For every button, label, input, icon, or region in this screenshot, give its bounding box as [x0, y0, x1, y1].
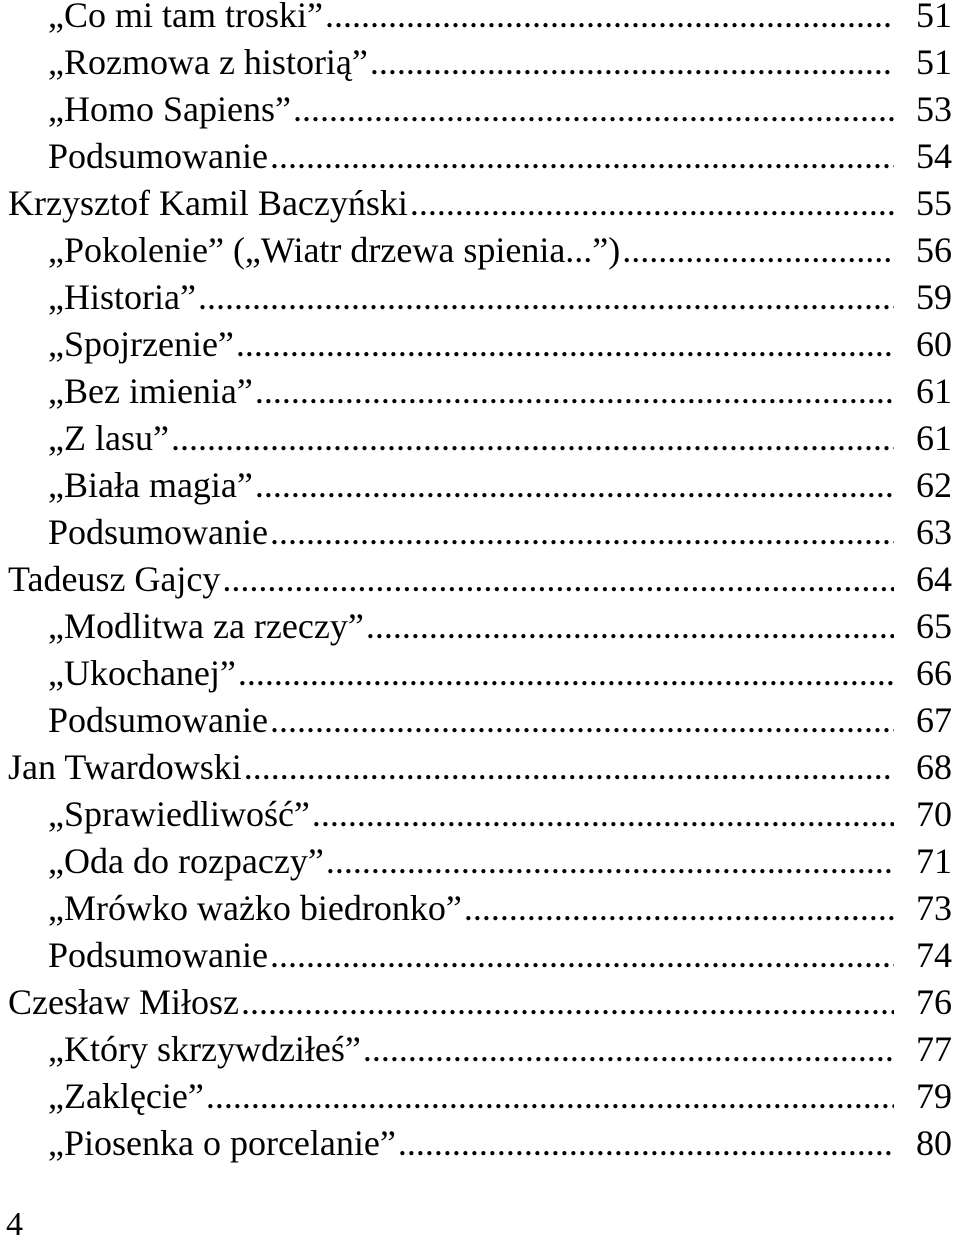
toc-leader-dots: [238, 650, 894, 697]
toc-entry-title: Czesław Miłosz: [8, 982, 239, 1022]
toc-leader-dots: [206, 1073, 894, 1120]
toc-entry-title: „Mrówko ważko biedronko”: [48, 888, 462, 928]
toc-leader-dots: [270, 932, 894, 979]
toc-entry: [8, 650, 952, 697]
toc-entry-page: 53: [916, 89, 952, 129]
toc-entry-title: „Bez imienia”: [48, 371, 253, 411]
toc-entry: [8, 509, 952, 556]
toc-entry-title: „Co mi tam troski”: [48, 0, 323, 35]
toc-entry-title: Podsumowanie: [48, 512, 268, 552]
toc-entry: [8, 1073, 952, 1120]
toc-entry: [8, 133, 952, 180]
toc-entry-page: 61: [916, 418, 952, 458]
toc-entry-page: 80: [916, 1123, 952, 1163]
toc-entry-title: „Biała magia”: [48, 465, 253, 505]
toc-leader-dots: [222, 556, 894, 603]
toc-entry: [8, 838, 952, 885]
toc-entry-title: „Historia”: [48, 277, 196, 317]
toc-entry-page: 67: [916, 700, 952, 740]
toc-entry-title: Podsumowanie: [48, 700, 268, 740]
toc-entry-title: „Sprawiedliwość”: [48, 794, 310, 834]
toc-entry-page: 56: [916, 230, 952, 270]
toc-leader-dots: [325, 0, 894, 39]
toc-leader-dots: [398, 1120, 894, 1167]
toc-leader-dots: [236, 321, 894, 368]
toc-leader-dots: [255, 368, 894, 415]
toc-entry-title: „Homo Sapiens”: [48, 89, 291, 129]
toc-entry: [8, 556, 952, 603]
toc-entry-title: „Piosenka o porcelanie”: [48, 1123, 396, 1163]
toc-entry-page: 61: [916, 371, 952, 411]
page-number: 4: [6, 1206, 23, 1243]
toc-entry-page: 73: [916, 888, 952, 928]
toc-entry: [8, 274, 952, 321]
toc-entry: [8, 0, 952, 39]
toc-leader-dots: [326, 838, 894, 885]
toc-leader-dots: [198, 274, 894, 321]
toc-entry: [8, 791, 952, 838]
toc-entry-title: Podsumowanie: [48, 935, 268, 975]
toc-entry-page: 62: [916, 465, 952, 505]
toc-entry: [8, 1026, 952, 1073]
toc-leader-dots: [270, 133, 894, 180]
toc-entry: [8, 744, 952, 791]
toc-entry: [8, 227, 952, 274]
toc-entry-page: 63: [916, 512, 952, 552]
toc-leader-dots: [363, 1026, 894, 1073]
toc-entry-page: 79: [916, 1076, 952, 1116]
toc-leader-dots: [370, 39, 894, 86]
toc-entry-page: 55: [916, 183, 952, 223]
toc-entry-title: „Z lasu”: [48, 418, 169, 458]
toc-entry: [8, 415, 952, 462]
toc-entry-title: Jan Twardowski: [8, 747, 242, 787]
toc-entry-page: 76: [916, 982, 952, 1022]
toc-leader-dots: [293, 86, 894, 133]
toc-entry-title: Podsumowanie: [48, 136, 268, 176]
toc-entry-title: „Zaklęcie”: [48, 1076, 204, 1116]
toc-entry-title: Krzysztof Kamil Baczyński: [8, 183, 408, 223]
toc-leader-dots: [312, 791, 894, 838]
toc-entry-title: „Modlitwa za rzeczy”: [48, 606, 364, 646]
toc-entry: [8, 603, 952, 650]
toc-entry-page: 51: [916, 42, 952, 82]
toc-entry-page: 71: [916, 841, 952, 881]
toc-leader-dots: [171, 415, 894, 462]
toc-entry-page: 51: [916, 0, 952, 35]
toc-entry-page: 68: [916, 747, 952, 787]
toc-entry-page: 54: [916, 136, 952, 176]
toc-entry-page: 65: [916, 606, 952, 646]
toc-entry: [8, 86, 952, 133]
toc-entry: [8, 180, 952, 227]
toc-entry: [8, 932, 952, 979]
toc-entry-page: 70: [916, 794, 952, 834]
toc-entry-title: „Spojrzenie”: [48, 324, 234, 364]
toc-entry-title: „Oda do rozpaczy”: [48, 841, 324, 881]
table-of-contents: [8, 0, 952, 1167]
toc-leader-dots: [622, 227, 894, 274]
toc-entry: [8, 1120, 952, 1167]
toc-leader-dots: [464, 885, 894, 932]
toc-entry-page: 74: [916, 935, 952, 975]
toc-entry-page: 66: [916, 653, 952, 693]
toc-entry: [8, 321, 952, 368]
toc-entry-title: Tadeusz Gajcy: [8, 559, 221, 599]
toc-entry-title: „Pokolenie” („Wiatr drzewa spienia...”): [48, 230, 621, 270]
toc-entry: [8, 462, 952, 509]
toc-entry: [8, 979, 952, 1026]
toc-entry-title: „Ukochanej”: [48, 653, 236, 693]
toc-entry-page: 60: [916, 324, 952, 364]
toc-leader-dots: [366, 603, 894, 650]
toc-entry: [8, 368, 952, 415]
toc-entry-page: 64: [916, 559, 952, 599]
toc-entry: [8, 885, 952, 932]
toc-entry-title: „Rozmowa z historią”: [48, 42, 368, 82]
toc-entry: [8, 39, 952, 86]
toc-leader-dots: [410, 180, 894, 227]
toc-leader-dots: [255, 462, 894, 509]
toc-leader-dots: [241, 979, 894, 1026]
toc-entry-title: „Który skrzywdziłeś”: [48, 1029, 361, 1069]
toc-entry-page: 59: [916, 277, 952, 317]
toc-leader-dots: [270, 509, 894, 556]
toc-entry-page: 77: [916, 1029, 952, 1069]
toc-leader-dots: [244, 744, 894, 791]
toc-entry: [8, 697, 952, 744]
toc-leader-dots: [270, 697, 894, 744]
